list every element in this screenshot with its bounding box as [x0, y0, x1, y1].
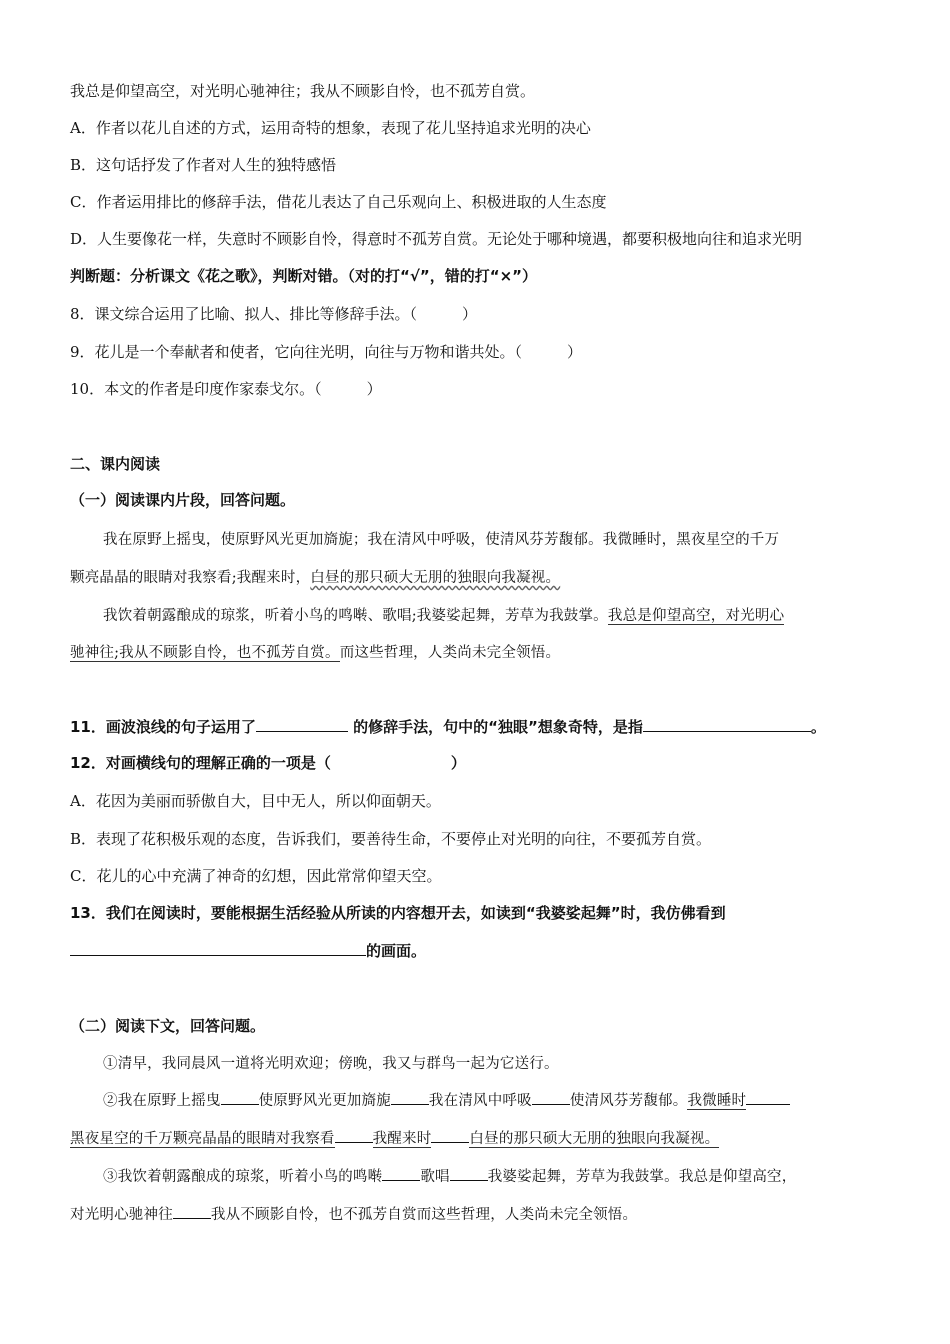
underlined-sentence-part1: 我总是仰望高空，对光明心	[607, 608, 785, 624]
q11-blank-1[interactable]	[256, 717, 348, 732]
wavy-sentence: 白昼的那只硕大无朋的独眼向我凝视。	[310, 570, 561, 586]
reading-para-2-line2	[70, 1127, 719, 1148]
part1-title: （一）阅读课内片段，回答问题。	[70, 491, 296, 509]
question-10: 10．本文的作者是印度作家泰戈尔。（ ）	[70, 380, 382, 398]
q11-text-c: 。	[810, 718, 826, 736]
q13-text: 的画面。	[366, 942, 427, 960]
r2-text-e: 我微睡时	[687, 1093, 747, 1109]
question-11	[70, 716, 826, 737]
r3-blank-3[interactable]	[173, 1204, 211, 1219]
reading-para-3-line2	[70, 1203, 637, 1224]
judge-heading: 判断题：分析课文《花之歌》，判断对错。（对的打“√”，错的打“×”）	[70, 267, 538, 285]
passage2-line2-text: 而这些哲理，人类尚未完全领悟。	[339, 645, 561, 661]
reading-para-3-line1	[103, 1165, 796, 1186]
q11-blank-2[interactable]	[643, 717, 811, 732]
r2-text-a: ②我在原野上摇曳	[103, 1093, 221, 1109]
passage1-line1: 我在原野上摇曳，使原野风光更加旖旎；我在清风中呼吸，使清风芬芳馥郁。我微睡时，黑夜星空的千万	[103, 532, 780, 548]
question-12: 12．对画横线句的理解正确的一项是（ ）	[70, 754, 466, 772]
q7-option-a: A．作者以花儿自述的方式，运用奇特的想象，表现了花儿坚持追求光明的决心	[70, 119, 591, 137]
q11-text-a: 11．画波浪线的句子运用了	[70, 718, 256, 736]
r3-blank-2[interactable]	[450, 1166, 488, 1181]
r2-blank-3[interactable]	[532, 1090, 570, 1105]
r3-text-e: 对光明心驰神往	[70, 1207, 173, 1223]
part2-title: （二）阅读下文，回答问题。	[70, 1017, 266, 1035]
r2-blank-5[interactable]	[335, 1128, 373, 1143]
r2-blank-1[interactable]	[221, 1090, 259, 1105]
r3-text-b: 歌唱	[420, 1169, 450, 1185]
q11-text-b: 的修辞手法，句中的“独眼”想象奇特，是指	[347, 718, 643, 736]
section-title: 二、课内阅读	[70, 455, 161, 473]
r3-text-f: 我从不顾影自怜，也不孤芳自赏而这些哲理，人类尚未完全领悟。	[210, 1207, 638, 1223]
passage2-line2	[70, 641, 560, 662]
passage2-line1-text: 我饮着朝露酿成的琼浆，听着小鸟的鸣啭、歌唱;我婆娑起舞，芳草为我鼓掌。	[103, 608, 608, 624]
question-13-line2	[70, 940, 426, 961]
question-13: 13．我们在阅读时，要能根据生活经验从所读的内容想开去，如读到“我婆娑起舞”时，我仿佛看到	[70, 904, 726, 922]
reading-para-1: ①清早，我同晨风一道将光明欢迎；傍晚，我又与群鸟一起为它送行。	[103, 1056, 559, 1072]
r3-text-c: 我婆娑起舞，芳草为我鼓掌。	[487, 1169, 679, 1185]
question-8: 8．课文综合运用了比喻、拟人、排比等修辞手法。（ ）	[70, 305, 478, 323]
r3-blank-1[interactable]	[382, 1166, 420, 1181]
r2-text-h: 白昼的那只硕大无朋的独眼向我凝视。	[469, 1131, 720, 1147]
passage1-line2	[70, 566, 560, 587]
q7-option-c: C．作者运用排比的修辞手法，借花儿表达了自己乐观向上、积极进取的人生态度	[70, 193, 607, 211]
q7-option-d: D．人生要像花一样，失意时不顾影自怜，得意时不孤芳自赏。无论处于哪种境遇，都要积极地向往和追求光明	[70, 230, 803, 248]
q12-option-c: C．花儿的心中充满了神奇的幻想，因此常常仰望天空。	[70, 867, 442, 885]
r2-text-f: 黑夜星空的千万颗亮晶晶的眼睛对我察看	[70, 1131, 335, 1147]
r2-blank-6[interactable]	[431, 1128, 469, 1143]
r2-text-b: 使原野风光更加旖旎	[258, 1093, 391, 1109]
q7-option-b: B．这句话抒发了作者对人生的独特感悟	[70, 156, 337, 174]
q7-stem: 我总是仰望高空，对光明心驰神往；我从不顾影自怜，也不孤芳自赏。	[70, 82, 536, 100]
passage1-line2-text: 颗亮晶晶的眼睛对我察看;我醒来时，	[70, 570, 311, 586]
q12-option-a: A．花因为美丽而骄傲自大，目中无人，所以仰面朝天。	[70, 792, 441, 810]
r2-text-c: 我在清风中呼吸	[428, 1093, 532, 1109]
underlined-sentence-part2: 驰神往;我从不顾影自怜，也不孤芳自赏。	[70, 645, 340, 661]
r2-text-d: 使清风芬芳馥郁。	[569, 1093, 688, 1109]
passage2-line1	[103, 604, 784, 625]
r3-text-a: ③我饮着朝露酿成的琼浆，听着小鸟的鸣啭	[103, 1169, 383, 1185]
r3-text-d: 我总是仰望高空，	[678, 1169, 797, 1185]
q13-blank[interactable]	[70, 941, 366, 956]
r2-blank-2[interactable]	[391, 1090, 429, 1105]
reading-para-2-line1	[103, 1089, 790, 1110]
q12-option-b: B．表现了花积极乐观的态度，告诉我们，要善待生命，不要停止对光明的向往，不要孤芳自赏。	[70, 830, 712, 848]
r2-blank-4[interactable]	[746, 1090, 790, 1105]
r2-text-g: 我醒来时	[372, 1131, 432, 1147]
question-9: 9．花儿是一个奉献者和使者，它向往光明，向往与万物和谐共处。（ ）	[70, 343, 583, 361]
